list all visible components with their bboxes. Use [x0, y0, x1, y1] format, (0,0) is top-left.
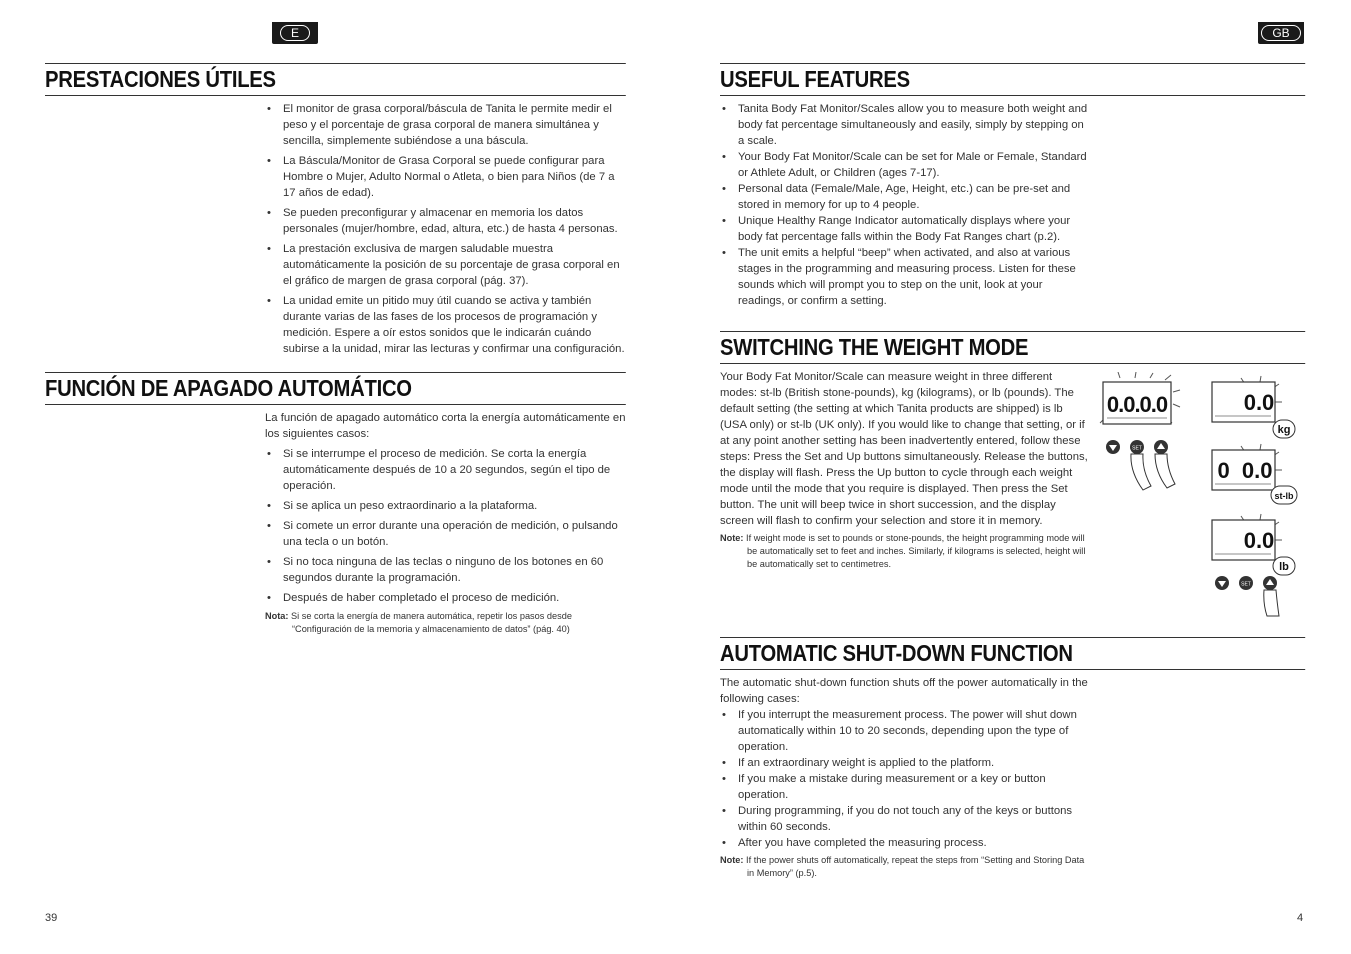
note-label: Note: — [720, 533, 744, 543]
unit-label: st-lb — [1274, 491, 1294, 501]
weight-mode-note — [720, 532, 1088, 571]
display-digits: 0.0.0.0 — [1106, 392, 1168, 417]
language-tab-gb — [1258, 22, 1304, 44]
shutdown-note — [265, 610, 630, 636]
bullet-item: • Unique Healthy Range Indicator automatically displays where your body fat percentage falls within the Body Fat Ranges chart (p.2). — [720, 213, 1088, 245]
unit-label: lb — [1279, 561, 1289, 573]
bullet-item: • La Báscula/Monitor de Grasa Corporal se puede configurar para Hombre o Mujer, Adulto Normal o Atleta, o bien para Niños (de 7 a 17 años de edad). — [265, 153, 630, 201]
bullet-item: • El monitor de grasa corporal/báscula de Tanita le permite medir el peso y el porcentaje de grasa corporal de manera simultánea y sencilla, simplemente subiéndose a una báscula. — [265, 101, 630, 149]
buttons-set-up — [1106, 440, 1175, 490]
set-button-label: SET — [1132, 445, 1142, 452]
bullet-item: • Si se interrumpe el proceso de medición. Se corta la energía automáticamente después de 10 a 20 segundos, según el tipo de operación. — [265, 446, 630, 494]
note-label: Nota: — [265, 611, 289, 621]
bullet-item: • Si se aplica un peso extraordinario a la plataforma. — [265, 498, 630, 514]
bullet-item: • If an extraordinary weight is applied to the platform. — [720, 755, 1088, 771]
bullet-item: • La prestación exclusiva de margen saludable muestra automáticamente la posición de su porcentaje de grasa corporal en el gráfico de margen de grasa corporal (pág. 37). — [265, 241, 630, 289]
weight-mode-body: Your Body Fat Monitor/Scale can measure weight in three different modes: st-lb (British stone-pounds), kg (kilograms), or lb (pounds). The default setting (the setting at which Tanita products are shipped) is lb (USA only) or st-lb (UK only). If you would like to change that setting, or if at any point another setting has been inadvertently entered, follow these steps: Press the Set and Up buttons simultaneously. Release the buttons, the display will flash. Press the Up button to cycle through each weight mode until the mode that you require is displayed. Then press the Set button. The unit will beep twice in short succession, and the display screen will flash to confirm your selection and store it in memory. — [720, 371, 1088, 527]
bullet-item: • Si no toca ninguna de las teclas o ninguno de los botones en 60 segundos durante la programación. — [265, 554, 630, 586]
shutdown-section-es — [265, 410, 630, 636]
display-main — [1100, 372, 1180, 424]
display-kg — [1212, 376, 1295, 438]
bullet-item: • Se pueden preconfigurar y almacenar en memoria los datos personales (mujer/hombre, edad, altura, etc.) de hasta 4 personas. — [265, 205, 630, 237]
display-digits: 0.0 — [1243, 390, 1275, 415]
section-title-shutdown-gb: AUTOMATIC SHUT-DOWN FUNCTION — [720, 637, 1305, 670]
shutdown-intro: The automatic shut-down function shuts off the power automatically in the following cases: — [720, 677, 1088, 705]
finger-icon — [1264, 590, 1279, 616]
finger-icon — [1131, 454, 1151, 490]
features-list-gb — [720, 101, 1088, 309]
note-text: If weight mode is set to pounds or stone-pounds, the height programming mode will be automatically set to feet and inches. Similarly, if kilograms is selected, height will be automatically set to centimetres. — [746, 533, 1086, 569]
features-list-es — [265, 101, 630, 361]
shutdown-intro: La función de apagado automático corta la energía automáticamente en los siguientes casos: — [265, 412, 626, 440]
display-digits: 0.0 — [1243, 528, 1275, 553]
buttons-up — [1215, 576, 1279, 616]
bullet-item: • If you make a mistake during measurement or a key or button operation. — [720, 771, 1088, 803]
display-digits: 0 0.0 — [1217, 458, 1273, 483]
bullet-item: • Después de haber completado el proceso de medición. — [265, 590, 630, 606]
display-st-lb — [1212, 444, 1297, 504]
unit-label: kg — [1277, 424, 1291, 436]
bullet-item: • After you have completed the measuring process. — [720, 835, 1088, 851]
bullet-item: • Tanita Body Fat Monitor/Scales allow you to measure both weight and body fat percentage simultaneously and easily, simply by stepping on a scale. — [720, 101, 1088, 149]
section-title-features-es: PRESTACIONES ÚTILES — [45, 63, 626, 96]
language-code: GB — [1261, 25, 1300, 41]
bullet-item: • Your Body Fat Monitor/Scale can be set for Male or Female, Standard or Athlete Adult, or Children (ages 7-17). — [720, 149, 1088, 181]
section-title-weight-mode: SWITCHING THE WEIGHT MODE — [720, 331, 1305, 364]
section-title-features-gb: USEFUL FEATURES — [720, 63, 1305, 96]
weight-mode-illustration — [1095, 372, 1310, 617]
section-title-shutdown-es: FUNCIÓN DE APAGADO AUTOMÁTICO — [45, 372, 626, 405]
note-label: Note: — [720, 855, 744, 865]
finger-icon — [1155, 454, 1175, 488]
shutdown-note — [720, 854, 1088, 880]
bullet-item: • The unit emits a helpful “beep” when activated, and also at various stages in the programming and measuring process. Listen for these sounds which will prompt you to step on the unit, look at your readings, or confirm a setting. — [720, 245, 1088, 309]
weight-mode-section — [720, 369, 1088, 571]
language-code: E — [280, 25, 310, 41]
note-text: Si se corta la energía de manera automática, repetir los pasos desde “Configuración de la memoria y almacenamiento de datos” (pág. 40) — [291, 611, 572, 634]
page-number-right: 4 — [1297, 912, 1304, 924]
bullet-item: • If you interrupt the measurement process. The power will shut down automatically within 10 to 20 seconds, depending upon the type of operation. — [720, 707, 1088, 755]
bullet-item: • Si comete un error durante una operación de medición, o pulsando una tecla o un botón. — [265, 518, 630, 550]
language-tab-es — [272, 22, 318, 44]
bullet-item: • Personal data (Female/Male, Age, Height, etc.) can be pre-set and stored in memory for up to 4 people. — [720, 181, 1088, 213]
shutdown-section-gb — [720, 675, 1088, 880]
note-text: If the power shuts off automatically, repeat the steps from “Setting and Storing Data in Memory” (p.5). — [746, 855, 1085, 878]
bullet-item: • During programming, if you do not touch any of the keys or buttons within 60 seconds. — [720, 803, 1088, 835]
page-number-left: 39 — [45, 912, 58, 924]
display-lb — [1212, 514, 1295, 575]
bullet-item: • La unidad emite un pitido muy útil cuando se activa y también durante varias de las fases de los procesos de programación y medición. Espere a oír estos sonidos que le indicarán cuándo subirse a la unidad, mirar las lecturas y confirmar una configuración. — [265, 293, 630, 357]
set-button-label: SET — [1241, 581, 1251, 588]
